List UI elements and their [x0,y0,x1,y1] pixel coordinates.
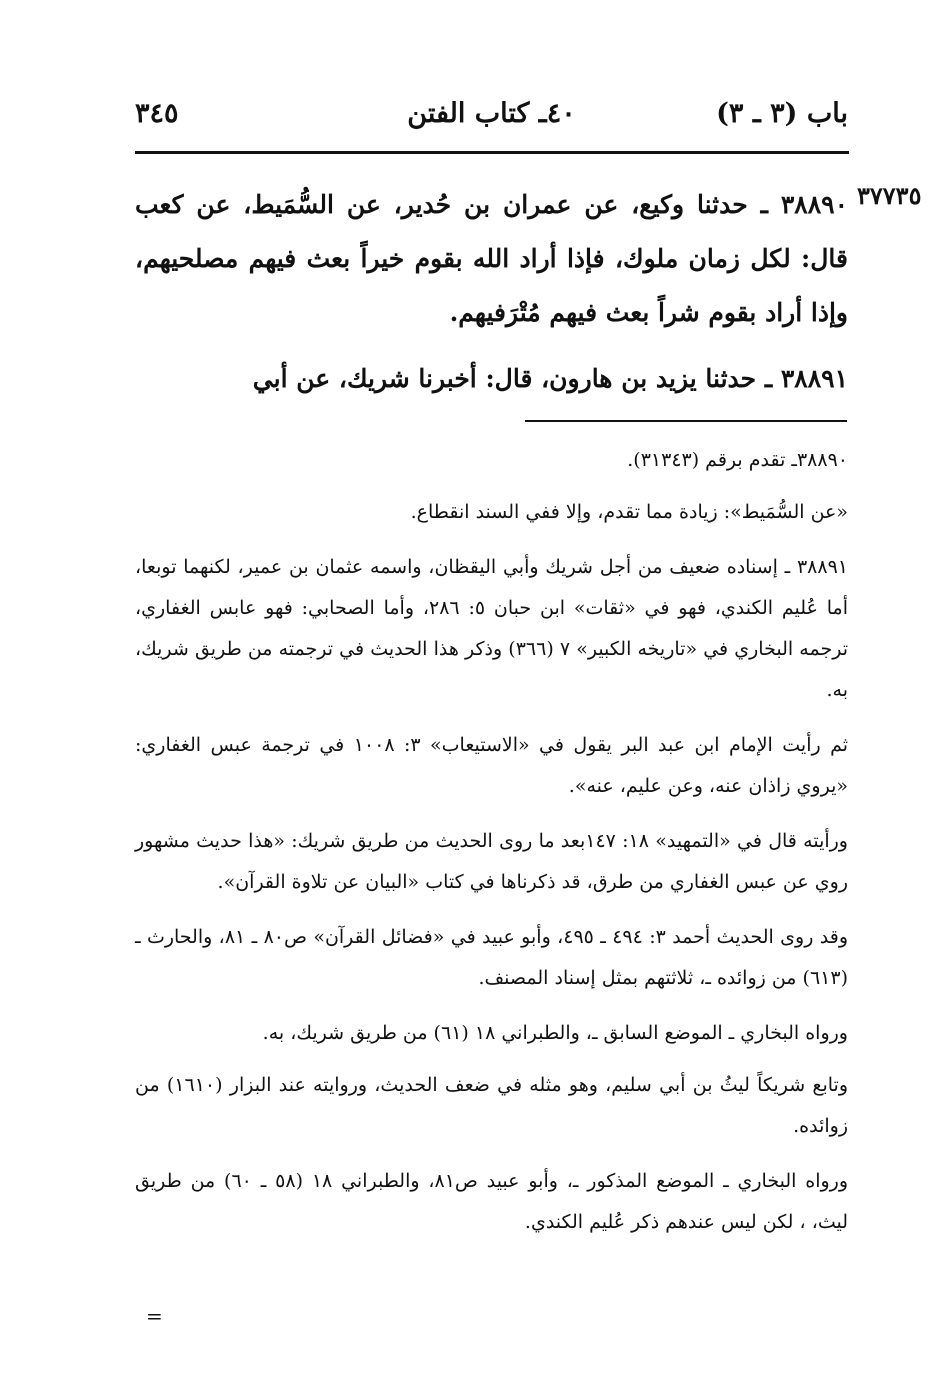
main-text [135,178,848,406]
page-number: ٣٤٥ [135,98,179,129]
margin-hadith-number: ٣٧٧٣٥ [857,181,922,210]
footnote-paragraph: «عن السُّمَيط»: زيادة مما تقدم، وإلا ففي السند انقطاع. [410,501,848,523]
footnotes [135,440,848,1257]
continuation-mark: = [146,1304,163,1328]
page-header [135,98,848,148]
footnote-paragraph: ورواه البخاري ـ الموضع السابق ـ، والطبراني ١٨ (٦١) من طريق شريك، به. [262,1022,848,1044]
footnote-paragraph: ثم رأيت الإمام ابن عبد البر يقول في «الاستيعاب» ٣: ١٠٠٨ في ترجمة عبس الغفاري: «يروي زاذان عنه، وعن عليم، عنه». [135,734,849,797]
footnote-paragraph: ٣٨٨٩٠ـ تقدم برقم (٣١٣٤٣). [627,449,848,471]
book-title: ٤٠ـ كتاب الفتن [407,98,576,129]
footnote-paragraph: ورأيته قال في «التمهيد» ١٨: ١٤٧بعد ما روى الحديث من طريق شريك: «هذا حديث مشهور روي عن عبس الغفاري من طرق، قد ذكرناها في كتاب «البيان عن تلاوة القرآن». [135,830,848,893]
footnote-paragraph: وقد روى الحديث أحمد ٣: ٤٩٤ ـ ٤٩٥، وأبو عبيد في «فضائل القرآن» ص٨٠ ـ ٨١، والحارث ـ (٦١٣) من زوائده ـ، ثلاثتهم بمثل إسناد المصنف. [135,926,849,989]
header-divider [135,151,849,154]
footnote-divider [525,420,847,422]
hadith-paragraph: ٣٨٨٩٠ ـ حدثنا وكيع، عن عمران بن حُدير، عن السُّمَيط، عن كعب قال: لكل زمان ملوك، فإذا أراد الله بقوم خيراً بعث فيهم مصلحيهم، وإذا أراد بقوم شراً بعث فيهم مُتْرَفيهم. [135,190,848,327]
footnote-paragraph: وتابع شريكاً ليثُ بن أبي سليم، وهو مثله في ضعف الحديث، وروايته عند البزار (١٦١٠) من زوائده. [135,1074,849,1137]
footnote-paragraph: ورواه البخاري ـ الموضع المذكور ـ، وأبو عبيد ص٨١، والطبراني ١٨ (٥٨ ـ ٦٠) من طريق ليث، ، لكن ليس عندهم ذكر عُليم الكندي. [135,1170,849,1233]
footnote-paragraph: ٣٨٨٩١ ـ إسناده ضعيف من أجل شريك وأبي اليقظان، واسمه عثمان بن عمير، لكنهما توبعا، أما عُليم الكندي، فهو في «ثقات» ابن حبان ٥: ٢٨٦، وأما الصحابي: فهو عابس الغفاري، ترجمه البخاري في «تاريخه الكبير» ٧ (٣٦٦) وذكر هذا الحديث في ترجمته من طريق شريك، به. [135,556,848,701]
chapter-heading: باب (٣ ـ ٣) [716,98,848,129]
hadith-paragraph: ٣٨٨٩١ ـ حدثنا يزيد بن هارون، قال: أخبرنا شريك، عن أبي [252,364,848,393]
